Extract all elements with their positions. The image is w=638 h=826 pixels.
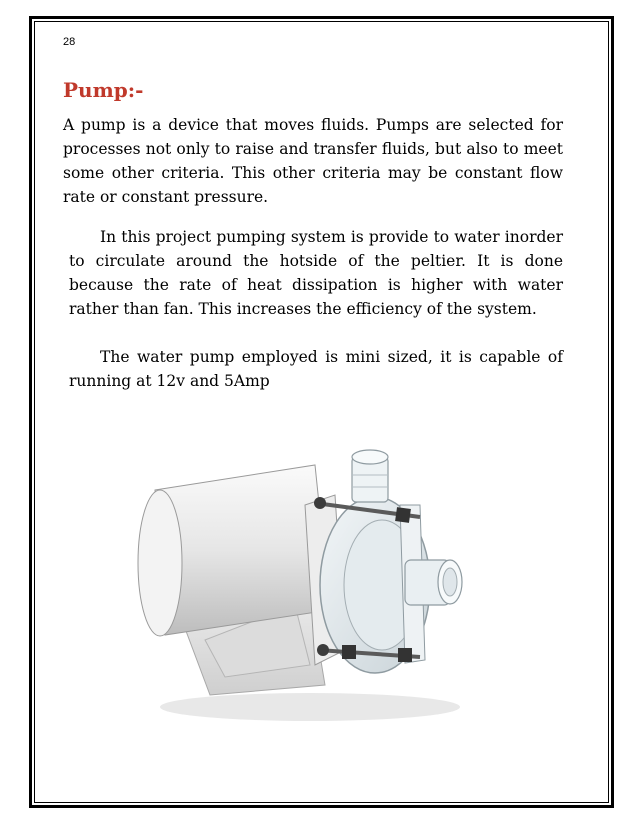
paragraph-project: In this project pumping system is provide to water inorder to circulate around the hotside of the peltier. It is done because the rate of heat dissipation is higher with water rather than fan. This increases the efficiency of the system. xyxy=(69,228,563,318)
page-number: 28 xyxy=(63,36,76,48)
paragraph-specs: The water pump employed is mini sized, it is capable of running at 12v and 5Amp xyxy=(69,348,563,390)
paragraph-definition: A pump is a device that moves fluids. Pumps are selected for processes not only to raise and transfer fluids, but also to meet some other criteria. This other criteria may be constant flow rate or constant pressure. xyxy=(63,116,563,206)
water-pump-icon xyxy=(120,395,500,735)
water-pump-image xyxy=(120,395,500,735)
section-heading: Pump:- xyxy=(63,78,144,102)
